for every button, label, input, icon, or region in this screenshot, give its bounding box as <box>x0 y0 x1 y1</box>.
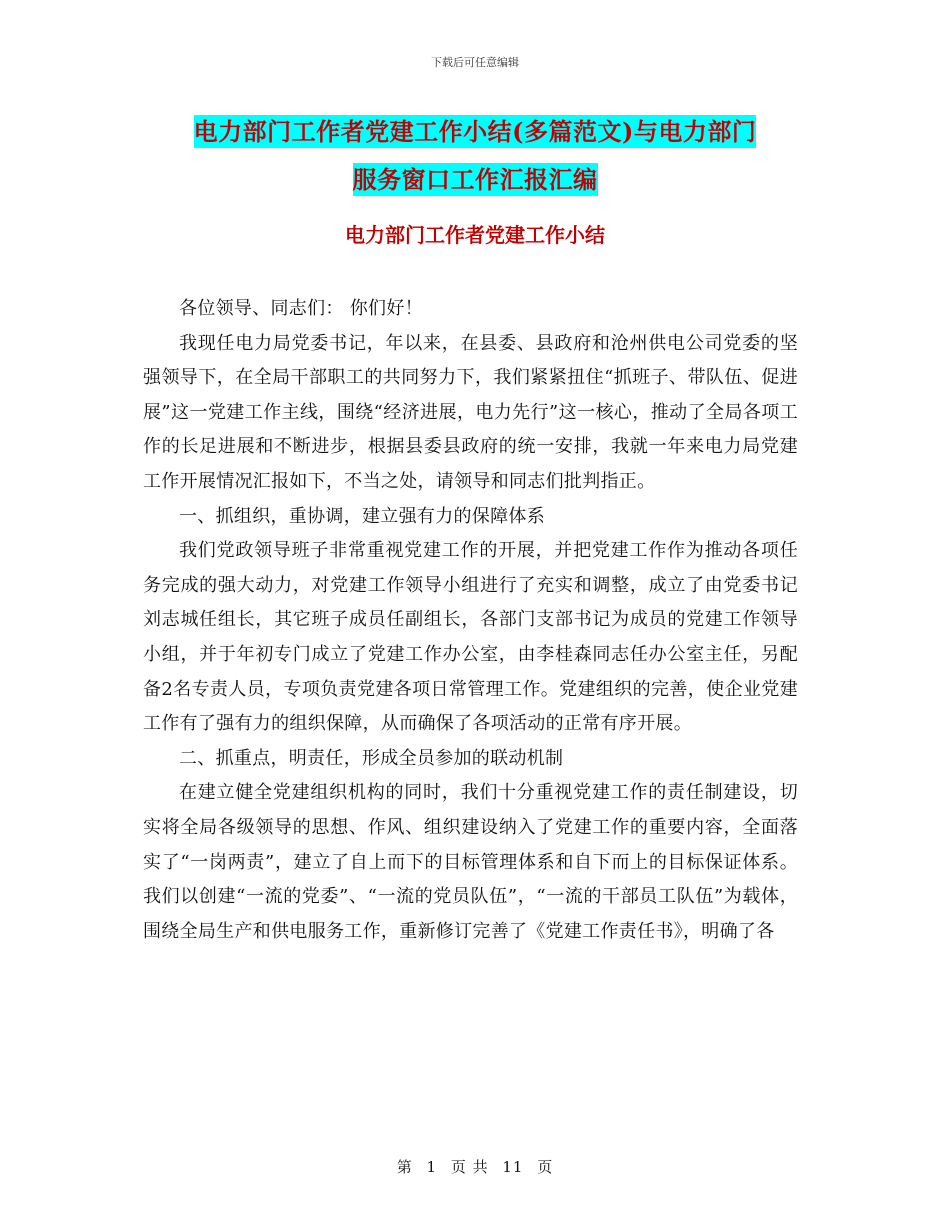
document-title-line-1: 电力部门工作者党建工作小结(多篇范文)与电力部门 <box>193 117 757 146</box>
page-number-footer <box>0 1156 950 1177</box>
page-suffix: 页 <box>537 1158 554 1176</box>
body-text <box>143 292 798 949</box>
document-title-line-2: 服务窗口工作汇报汇编 <box>352 165 598 194</box>
page-current: 1 <box>426 1158 438 1176</box>
page-mid: 页 共 <box>450 1158 489 1176</box>
section-2-paragraph: 在建立健全党建组织机构的同时，我们十分重视党建工作的责任制建设，切实将全局各级领导的思想、作风、组织建设纳入了党建工作的重要内容，全面落实了“一岗两责”，建立了自上而下的目标管理体系和自下而上的目标保证体系。我们以创建“一流的党委”、“一流的党员队伍”，“一流的干部员工队伍”为载体，围绕全局生产和供电服务工作，重新修订完善了《党建工作责任书》，明确了各 <box>143 782 798 942</box>
section-title: 电力部门工作者党建工作小结 <box>345 223 605 247</box>
section-heading-2: 二、抓重点，明责任，形成全员参加的联动机制 <box>179 747 564 769</box>
page-header-note: 下载后可任意编辑 <box>431 56 519 69</box>
document-title <box>140 108 810 204</box>
section-heading-1: 一、抓组织，重协调，建立强有力的保障体系 <box>179 505 545 527</box>
section-1-paragraph: 我们党政领导班子非常重视党建工作的开展，并把党建工作作为推动各项任务完成的强大动力，对党建工作领导小组进行了充实和调整，成立了由党委书记刘志城任组长，其它班子成员任副组长，各部门支部书记为成员的党建工作领导小组，并于年初专门成立了党建工作办公室，由李桂森同志任办公室主任，另配备2名专责人员，专项负责党建各项日常管理工作。党建组织的完善，使企业党建工作有了强有力的组织保障，从而确保了各项活动的正常有序开展。 <box>143 540 798 735</box>
page-total: 11 <box>502 1158 524 1176</box>
greeting-paragraph: 各位领导、同志们： 你们好！ <box>179 298 423 319</box>
intro-paragraph: 我现任电力局党委书记，年以来，在县委、县政府和沧州供电公司党委的坚强领导下，在全局干部职工的共同努力下，我们紧紧扭住“抓班子、带队伍、促进展”这一党建工作主线，围绕“经济进展，电力先行”这一核心，推动了全局各项工作的长足进展和不断进步，根据县委县政府的统一安排，我就一年来电力局党建工作开展情况汇报如下，不当之处，请领导和同志们批判指正。 <box>143 332 798 492</box>
page-prefix: 第 <box>396 1158 413 1176</box>
